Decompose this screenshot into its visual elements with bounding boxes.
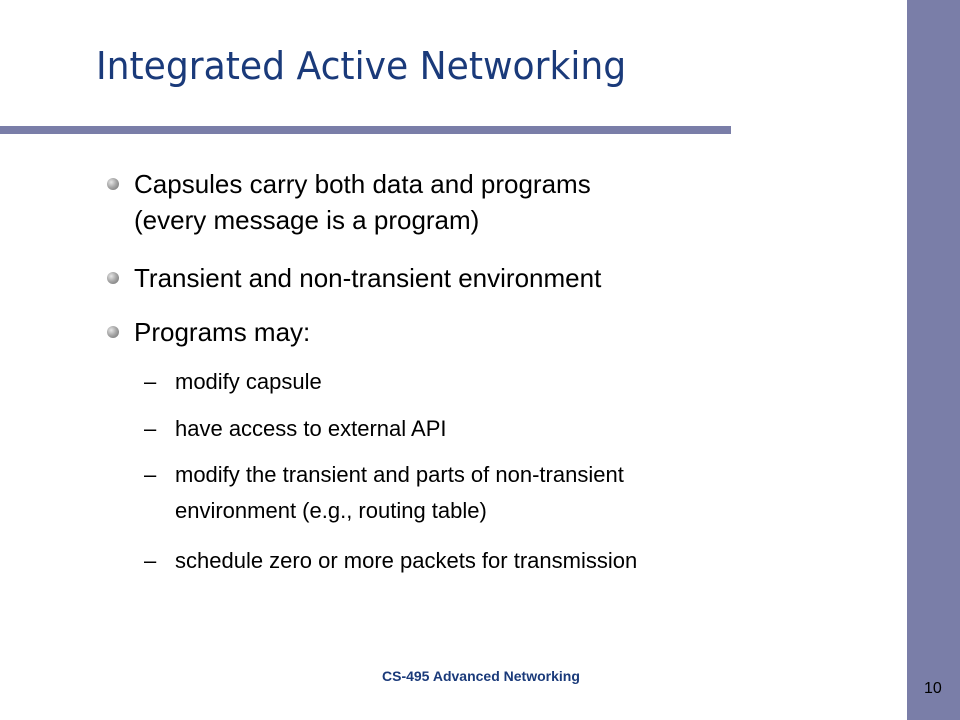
sub-bullet-text: environment (e.g., routing table) [175,498,487,523]
sub-bullet-text: have access to external API [175,416,447,441]
side-bar [907,0,960,720]
sub-bullet-dash: – [144,369,157,394]
sub-bullet-dash: – [144,462,157,487]
bullet-text: Programs may: [134,317,311,347]
sub-bullet-text: modify the transient and parts of non-transient [175,462,624,487]
bullet-text: Capsules carry both data and programs [134,169,591,199]
bullet-icon [107,272,119,284]
bullet-text: (every message is a program) [134,205,480,235]
sub-bullet-text: modify capsule [175,369,322,394]
sub-bullet-text: schedule zero or more packets for transmission [175,548,638,573]
sub-bullet-dash: – [144,548,157,573]
bullet-icon [107,178,119,190]
page-number: 10 [924,680,942,697]
slide-footer: CS-495 Advanced Networking [382,668,580,684]
slide-title: Integrated Active Networking [96,44,627,88]
bullet-text: Transient and non-transient environment [134,263,602,293]
bullet-icon [107,326,119,338]
sub-bullet-dash: – [144,416,157,441]
